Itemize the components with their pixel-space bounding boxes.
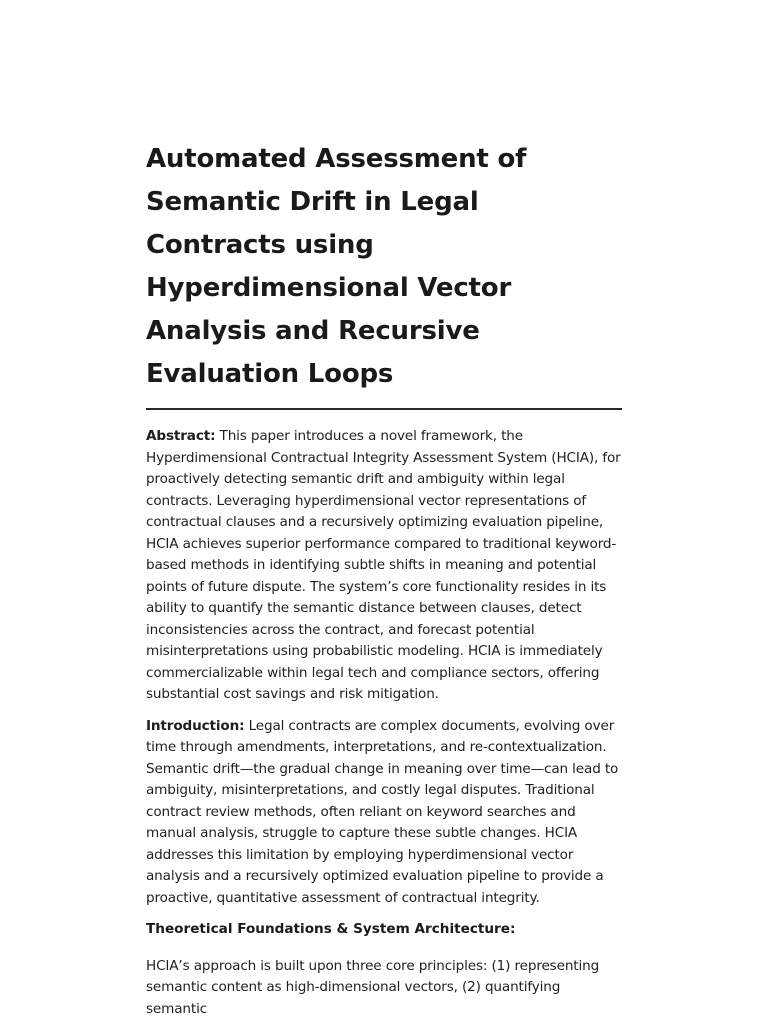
introduction-paragraph	[146, 716, 622, 910]
abstract-text: This paper introduces a novel framework, the Hyperdimensional Contractual Integrity Assessment System (HCIA), for proactively detecting semantic drift and ambiguity within legal contracts. Leveraging hyperdimensional vector representations of contractual clauses and a recursively optimizing evaluation pipeline, HCIA achieves superior performance compared to traditional keyword-based methods in identifying subtle shifts in meaning and potential points of future dispute. The system’s core functionality resides in its ability to quantify the semantic distance between clauses, detect inconsistencies across the contract, and forecast potential misinterpretations using probabilistic modeling. HCIA is immediately commercializable within legal tech and compliance sectors, offering substantial cost savings and risk mitigation.	[146, 428, 621, 702]
abstract-label: Abstract:	[146, 428, 216, 444]
section-paragraph: HCIA’s approach is built upon three core principles: (1) representing semantic content as high-dimensional vectors, (2) quantifying semantic	[146, 957, 600, 1017]
introduction-text: Legal contracts are complex documents, evolving over time through amendments, interpretations, and re-contextualization. Semantic drift—the gradual change in meaning over time—can lead to ambiguity, misinterpretations, and costly legal disputes. Traditional contract review methods, often reliant on keyword searches and manual analysis, struggle to capture these subtle changes. HCIA addresses this limitation by employing hyperdimensional vector analysis and a recursively optimized evaluation pipeline to provide a proactive, quantitative assessment of contractual integrity.	[146, 717, 619, 906]
introduction-label: Introduction:	[146, 717, 245, 734]
abstract-paragraph	[146, 426, 622, 706]
title-divider	[146, 408, 622, 410]
section-heading: Theoretical Foundations & System Architecture:	[146, 921, 516, 937]
paper-title: Automated Assessment of Semantic Drift in Legal Contracts using Hyperdimensional Vector Analysis and Recursive Evaluation Loops	[146, 144, 527, 389]
paper-page	[146, 138, 622, 1030]
